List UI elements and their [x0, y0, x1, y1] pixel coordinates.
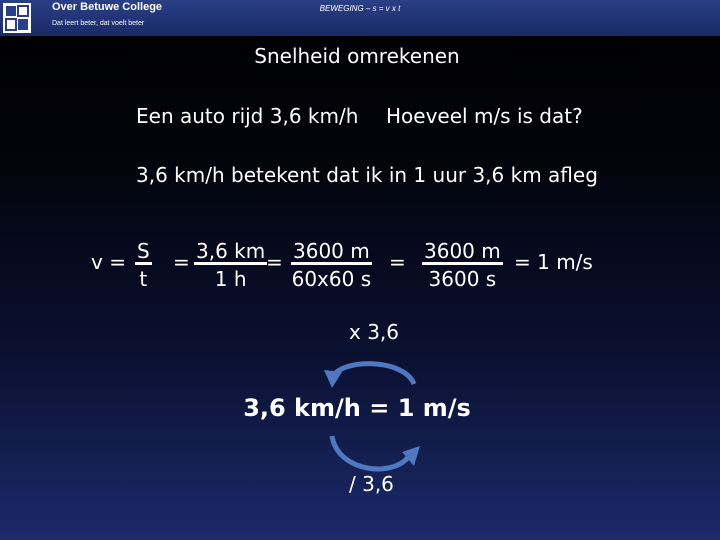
statement-text: Een auto rijd 3,6 km/h [136, 104, 359, 128]
velocity-lhs: v = [91, 250, 126, 274]
equals-sign: = [173, 250, 190, 274]
fraction-denominator: 3600 s [428, 267, 497, 291]
school-name: Over Betuwe College [52, 1, 163, 13]
topic-title: BEWEGING – s = v x t [319, 4, 401, 13]
fraction-numerator: 3,6 km [196, 239, 266, 263]
multiply-label: x 3,6 [349, 320, 399, 344]
fraction-m-over-60x60s [291, 240, 372, 291]
equals-sign: = [389, 250, 406, 274]
top-curved-arrow [332, 364, 414, 384]
fraction-denominator: t [139, 267, 148, 291]
equals-sign: = [266, 250, 283, 274]
fraction-denominator: 60x60 s [291, 267, 372, 291]
fraction-km-over-h [194, 240, 267, 291]
divide-label: / 3,6 [349, 472, 394, 496]
bottom-curved-arrow [332, 436, 410, 469]
formula-result: = 1 m/s [514, 250, 593, 274]
slide-title: Snelheid omrekenen [254, 44, 460, 68]
fraction-s-over-t [135, 240, 152, 291]
meaning-text: 3,6 km/h betekent dat ik in 1 uur 3,6 km afleg [136, 163, 598, 187]
header-bar [0, 0, 720, 36]
fraction-numerator: 3600 m [424, 239, 501, 263]
fraction-m-over-3600s [422, 240, 503, 291]
question-text: Hoeveel m/s is dat? [386, 104, 583, 128]
conversion-result: 3,6 km/h = 1 m/s [243, 394, 471, 422]
fraction-numerator: S [137, 239, 150, 263]
fraction-denominator: 1 h [214, 267, 247, 291]
school-slogan: Dat leert beter, dat voelt beter [52, 20, 145, 27]
fraction-numerator: 3600 m [293, 239, 370, 263]
top-arrowhead [324, 370, 342, 388]
